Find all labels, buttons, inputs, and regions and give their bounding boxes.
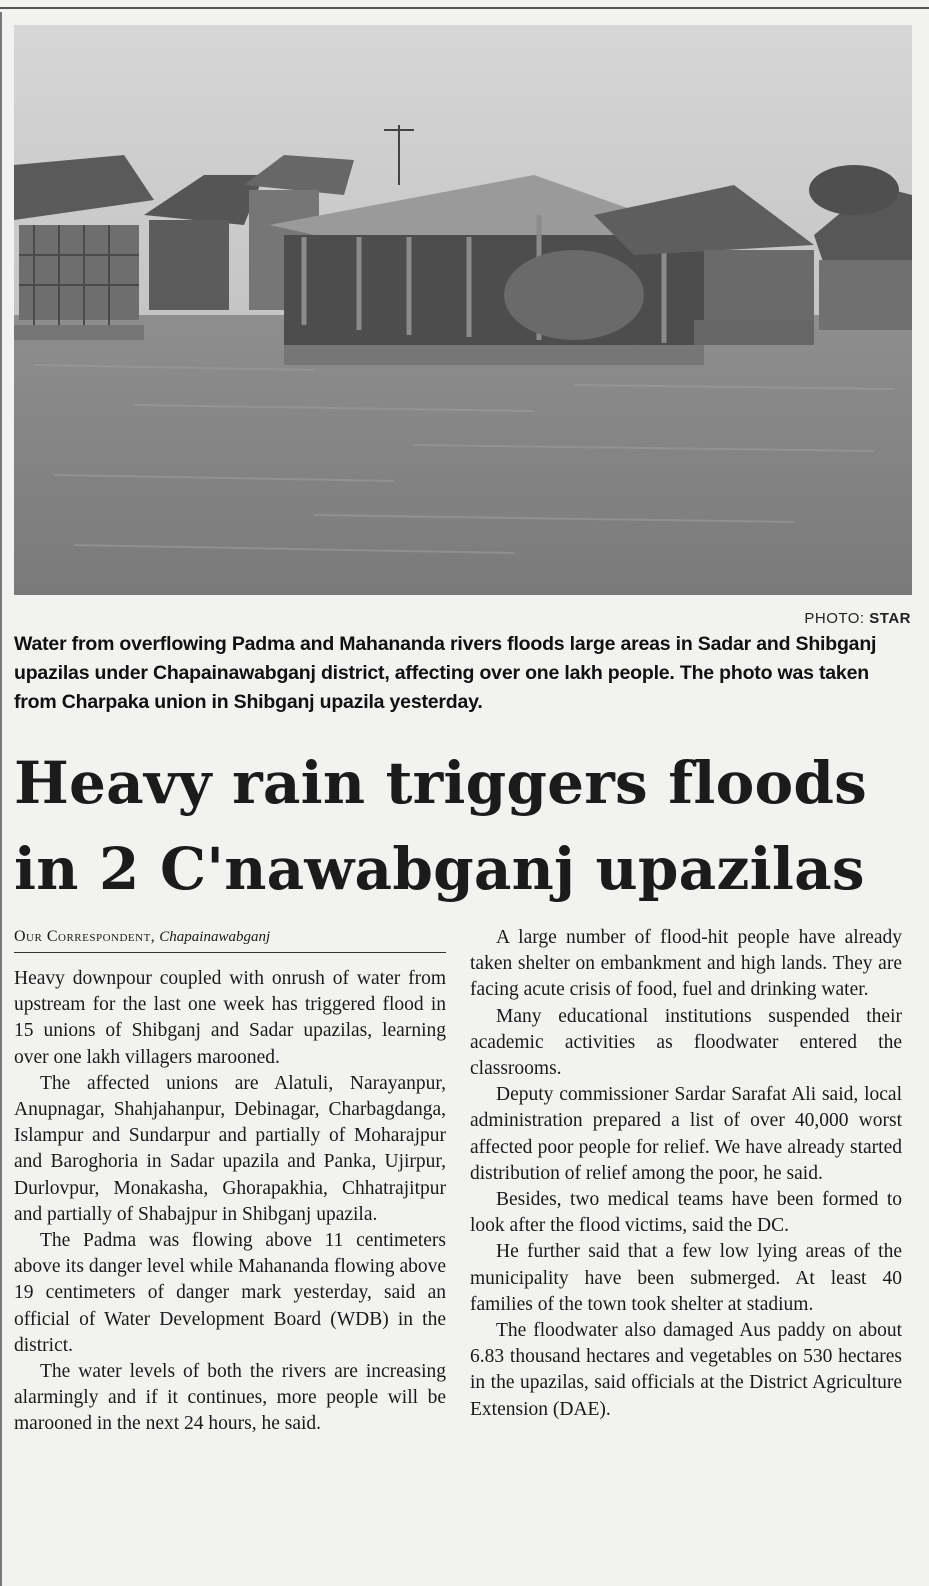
- byline-name: Our Correspondent,: [14, 928, 156, 945]
- paragraph: The Padma was flowing above 11 centimeters above its danger level while Mahananda flowing above 19 centimeters of danger mark yesterday, said an official of Water Development Board (WDB) in the district.: [14, 1230, 446, 1356]
- paragraph: The affected unions are Alatuli, Narayanpur, Anupnagar, Shahjahanpur, Debinagar, Charbagdanga, Islampur and Sundarpur and partially of Moharajpur and Baroghoria in Sadar upazila and Panka, Ujirpur, Durlovpur, Monakasha, Ghorapakhia, Chhatrajitpur and partially of Shabajpur in Shibganj upazila.: [14, 1072, 446, 1225]
- left-column-rule: [0, 12, 2, 1586]
- paragraph: Heavy downpour coupled with onrush of water from upstream for the last one week has triggered flood in 15 unions of Shibganj and Sadar upazilas, learning over one lakh villagers marooned.: [14, 968, 446, 1068]
- photo-caption: Water from overflowing Padma and Mahananda rivers floods large areas in Sadar and Shibganj upazilas under Chapainawabganj district, affecting over one lakh people. The photo was taken from Charpaka union in Shibganj upazila yesterday.: [14, 633, 877, 713]
- flood-photo: [14, 25, 912, 595]
- paragraph: Besides, two medical teams have been formed to look after the flood victims, said the DC.: [470, 1189, 902, 1237]
- paragraph: Many educational institutions suspended their academic activities as floodwater entered the classrooms.: [470, 1005, 902, 1080]
- headline-line-2: in 2 C'nawabganj upazilas: [14, 835, 865, 903]
- paragraph: He further said that a few low lying areas of the municipality have been submerged. At least 40 families of the town took shelter at stadium.: [470, 1241, 902, 1315]
- byline-place: Chapainawabganj: [159, 929, 271, 945]
- paragraph: The water levels of both the rivers are increasing alarmingly and if it continues, more people will be marooned in the next 24 hours, he said.: [14, 1361, 446, 1435]
- article-column-left: [14, 966, 446, 1438]
- paragraph: Deputy commissioner Sardar Sarafat Ali said, local administration prepared a list of over 40,000 worst affected poor people for relief. We have already started distribution of relief among the poor, he said.: [470, 1084, 902, 1184]
- photo-credit-label: PHOTO:: [804, 610, 865, 627]
- top-rule: [0, 7, 929, 9]
- headline: [14, 740, 919, 912]
- photo-credit: [804, 610, 911, 627]
- paragraph: A large number of flood-hit people have already taken shelter on embankment and high lands. They are facing acute crisis of food, fuel and drinking water.: [470, 927, 902, 1001]
- headline-line-1: Heavy rain triggers floods: [14, 749, 867, 817]
- photo-credit-source: STAR: [869, 610, 911, 627]
- paragraph: The floodwater also damaged Aus paddy on about 6.83 thousand hectares and vegetables on 530 hectares in the upazilas, said officials at the District Agriculture Extension (DAE).: [470, 1320, 902, 1420]
- article-column-right: [470, 925, 902, 1423]
- byline: [14, 928, 446, 953]
